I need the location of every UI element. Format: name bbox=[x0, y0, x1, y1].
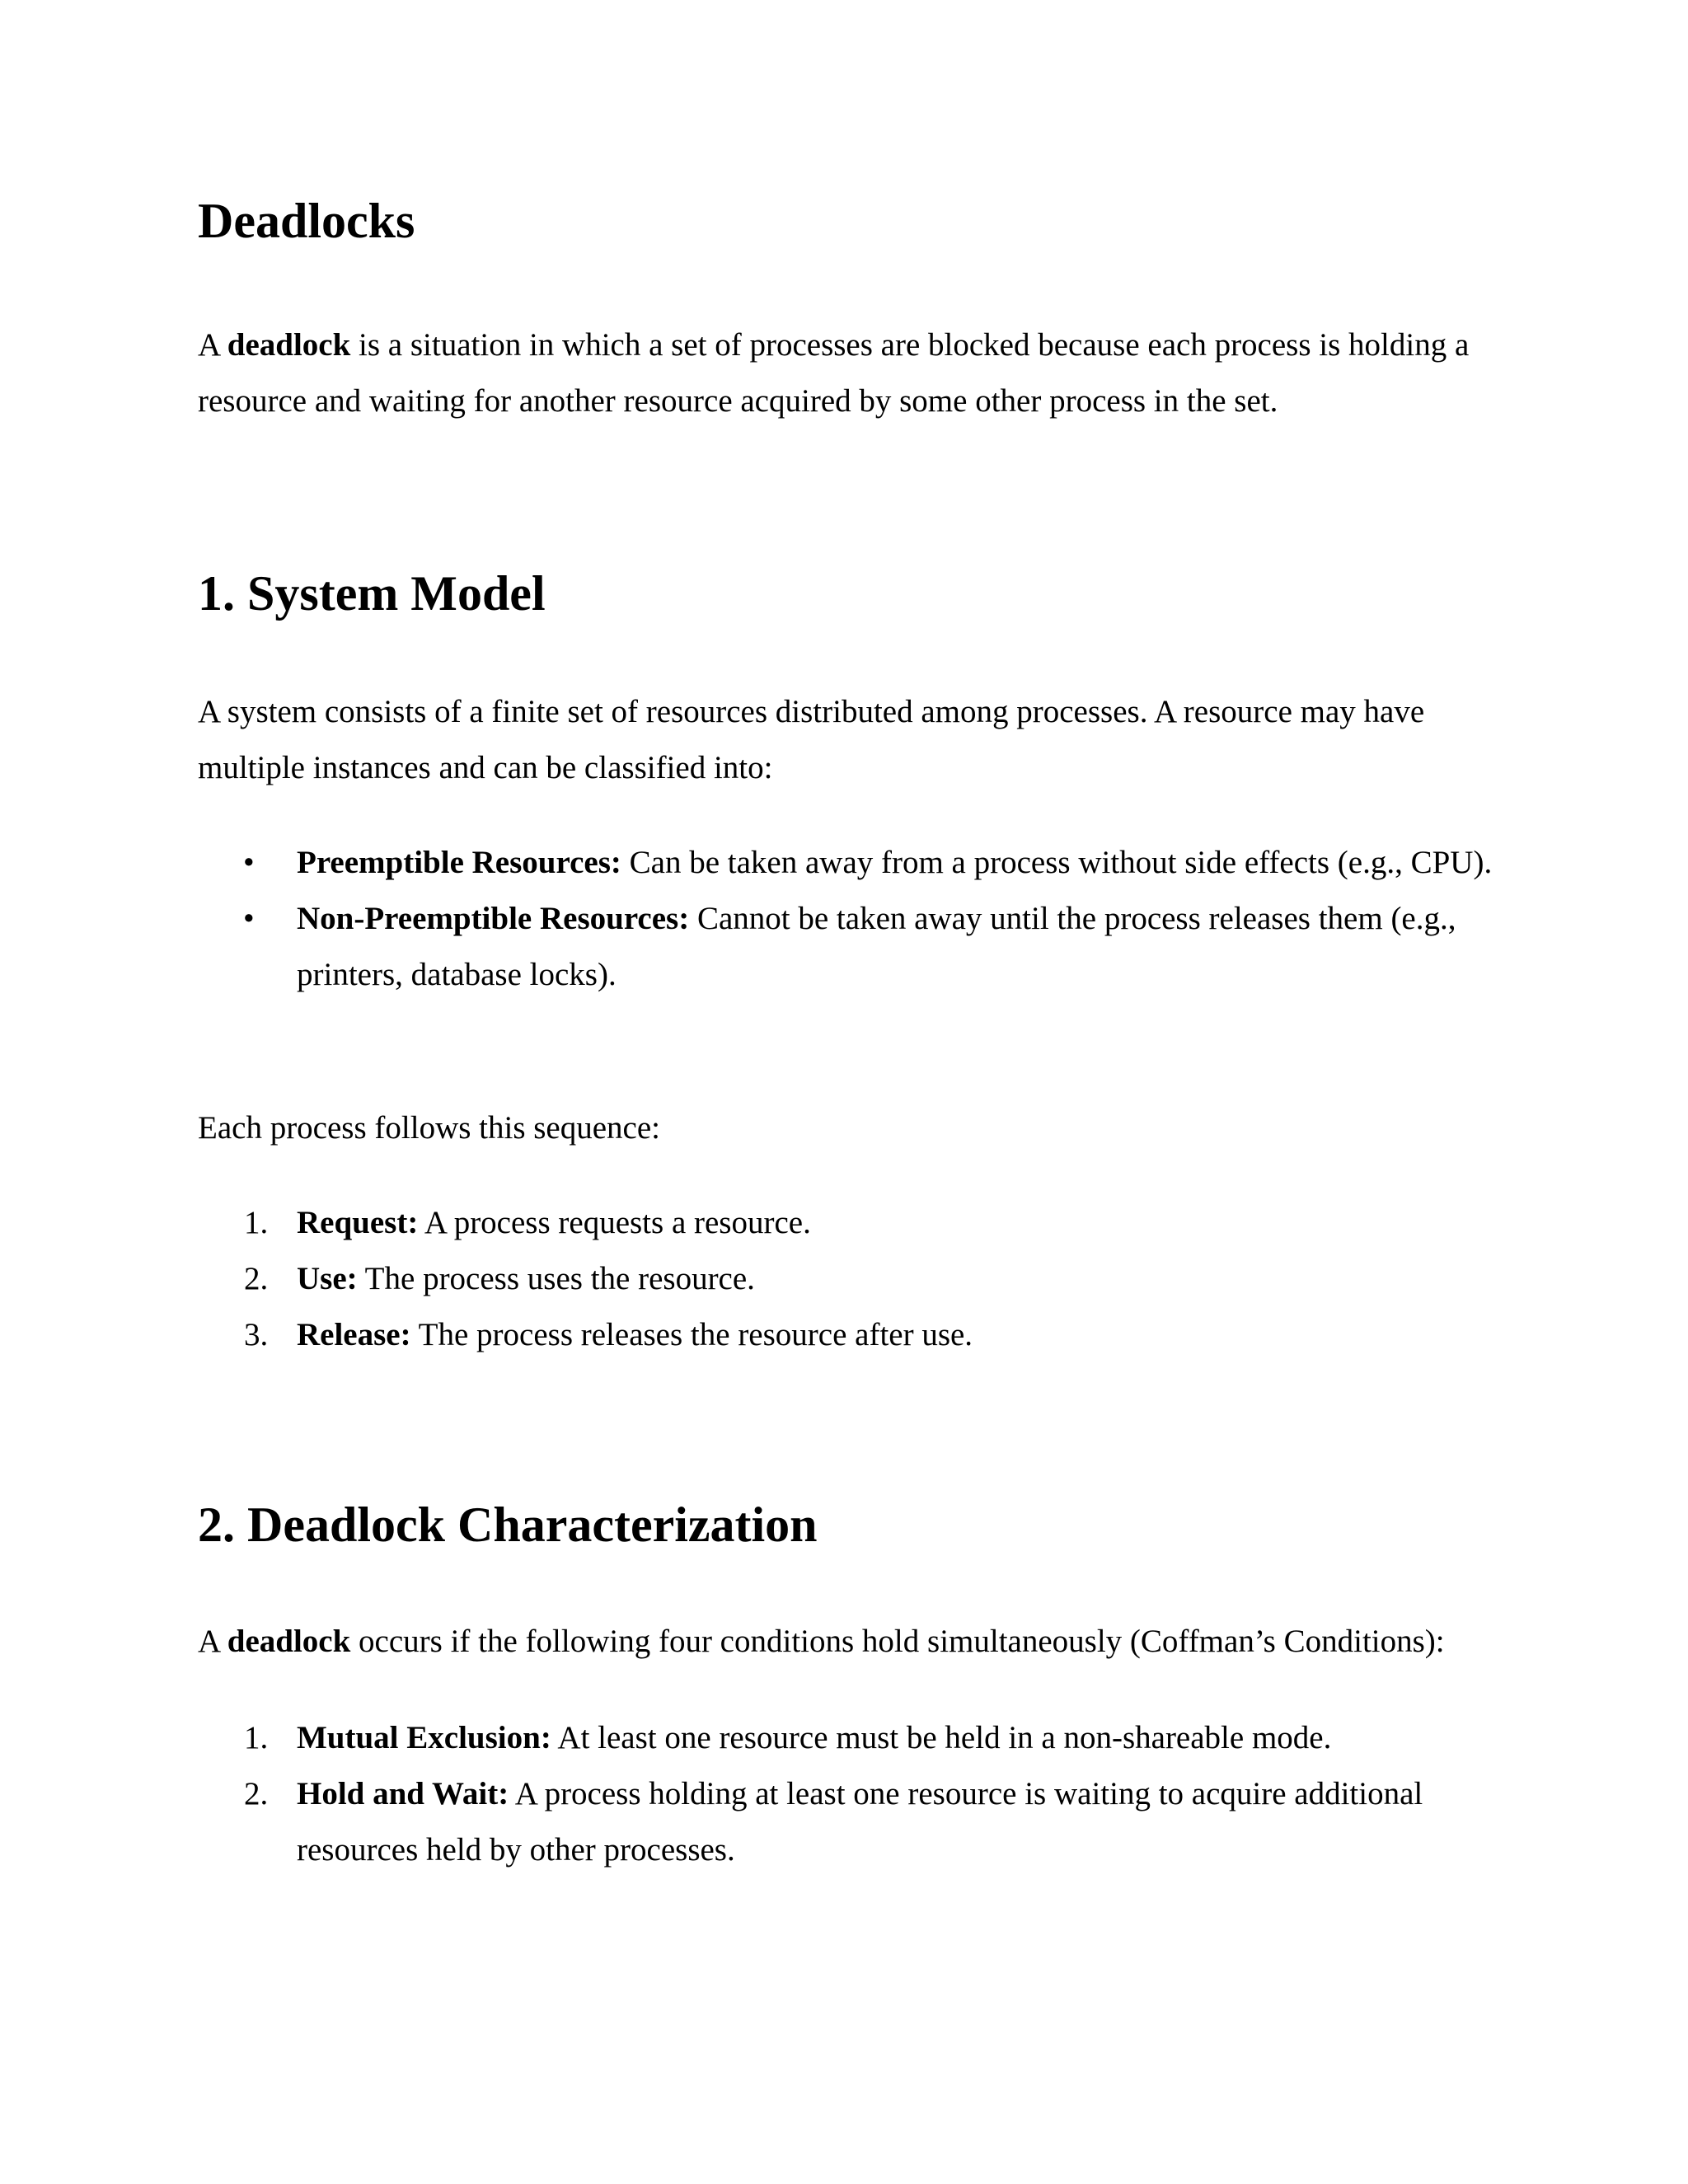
bullet-marker: • bbox=[243, 901, 255, 936]
section-heading-system-model: 1. System Model bbox=[198, 566, 546, 621]
intro-rest: is a situation in which a set of processes are blocked because each process is holding a resource and waiting for another resource acquired by some other process in the set. bbox=[198, 327, 1470, 419]
list-item bbox=[198, 1710, 1500, 1766]
characterization-term: deadlock bbox=[227, 1624, 351, 1659]
sequence-intro: Each process follows this sequence: bbox=[198, 1110, 661, 1146]
list-item bbox=[198, 1766, 1500, 1878]
process-sequence-list bbox=[198, 1195, 1500, 1363]
intro-term: deadlock bbox=[227, 327, 351, 363]
bullet-marker: • bbox=[243, 845, 255, 880]
list-item bbox=[198, 891, 1500, 1003]
characterization-intro bbox=[198, 1614, 1500, 1670]
number-marker: 3. bbox=[244, 1317, 269, 1352]
section-heading-deadlock-characterization: 2. Deadlock Characterization bbox=[198, 1497, 818, 1552]
list-item-text: A process requests a resource. bbox=[418, 1205, 811, 1240]
number-marker: 1. bbox=[244, 1720, 269, 1755]
list-item-term: Preemptible Resources: bbox=[297, 845, 621, 880]
list-item-term: Non-Preemptible Resources: bbox=[297, 901, 690, 936]
number-marker: 2. bbox=[244, 1776, 269, 1811]
list-item-term: Use: bbox=[297, 1261, 358, 1296]
list-item bbox=[198, 1195, 1500, 1251]
list-item-text: A process holding at least one resource is waiting to acquire additional resources held by other processes. bbox=[297, 1776, 1423, 1868]
list-item-text: The process releases the resource after use. bbox=[410, 1317, 973, 1352]
system-model-paragraph: A system consists of a finite set of resources distributed among processes. A resource may have multiple instances and can be classified into: bbox=[198, 694, 1425, 785]
list-item-text: At least one resource must be held in a non-shareable mode. bbox=[551, 1720, 1332, 1755]
coffman-conditions-list bbox=[198, 1710, 1500, 1878]
list-item-text: Can be taken away from a process without side effects (e.g., CPU). bbox=[621, 845, 1493, 880]
characterization-lead: A bbox=[198, 1624, 227, 1659]
number-marker: 1. bbox=[244, 1205, 269, 1240]
list-item-term: Hold and Wait: bbox=[297, 1776, 509, 1811]
resource-types-list bbox=[198, 835, 1500, 1003]
list-item-text: The process uses the resource. bbox=[357, 1261, 755, 1296]
number-marker: 2. bbox=[244, 1261, 269, 1296]
intro-paragraph bbox=[198, 317, 1500, 429]
list-item bbox=[198, 1251, 1500, 1307]
list-item-term: Mutual Exclusion: bbox=[297, 1720, 551, 1755]
list-item bbox=[198, 835, 1500, 891]
characterization-rest: occurs if the following four conditions hold simultaneously (Coffman’s Conditions): bbox=[350, 1624, 1445, 1659]
page-title: Deadlocks bbox=[198, 194, 415, 248]
list-item-term: Request: bbox=[297, 1205, 419, 1240]
list-item bbox=[198, 1307, 1500, 1363]
list-item-term: Release: bbox=[297, 1317, 411, 1352]
list-item-text: Cannot be taken away until the process releases them (e.g., printers, database locks). bbox=[297, 901, 1456, 992]
intro-lead: A bbox=[198, 327, 227, 363]
